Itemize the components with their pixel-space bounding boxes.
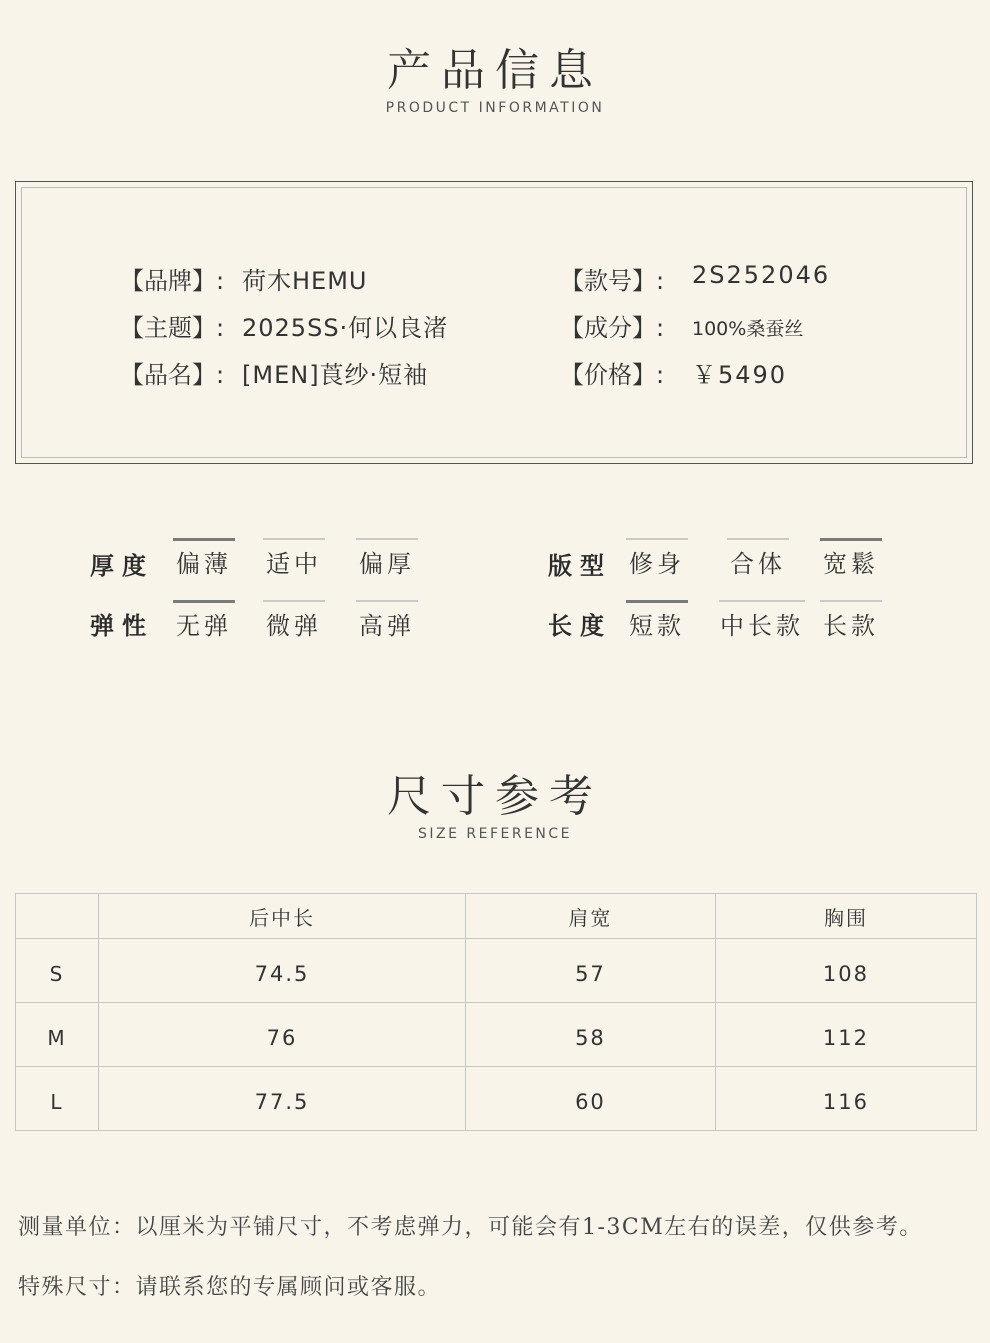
size-table: [15, 893, 977, 1131]
size-table-header-corner: [16, 894, 99, 939]
fit-option-loose: 宽鬆: [820, 538, 882, 579]
special-size-note: 特殊尺寸：请联系您的专属顾问或客服。: [18, 1275, 442, 1300]
elasticity-option-high: 高弹: [356, 600, 418, 641]
size-table-size-cell: L: [16, 1067, 99, 1131]
product-name-value: [MEN]莨纱·短袖: [242, 361, 429, 389]
material-label: 【成分】:: [560, 314, 665, 342]
theme-value: 2025SS·何以良渚: [242, 314, 449, 342]
size-table-shoulder-cell: 57: [465, 939, 715, 1003]
size-table-size-cell: S: [16, 939, 99, 1003]
size-table-header-shoulder: 肩宽: [465, 894, 715, 939]
size-table-length-cell: 76: [99, 1003, 466, 1067]
product-info-subtitle: PRODUCT INFORMATION: [385, 100, 605, 116]
size-table-row: [16, 1003, 977, 1067]
price-value: ￥5490: [692, 361, 788, 389]
size-reference-title: 尺寸参考: [387, 771, 603, 822]
size-table-shoulder-cell: 58: [465, 1003, 715, 1067]
length-label: 长度: [548, 612, 612, 640]
fit-label: 版型: [548, 552, 612, 580]
thickness-option-medium: 适中: [263, 538, 325, 579]
product-name-label: 【品名】:: [120, 361, 225, 389]
theme-label: 【主题】:: [120, 314, 225, 342]
product-info-box: [15, 181, 973, 464]
elasticity-option-none: 无弹: [173, 600, 235, 641]
size-table-chest-cell: 116: [715, 1067, 976, 1131]
fit-option-slim: 修身: [626, 538, 688, 579]
size-table-length-cell: 77.5: [99, 1067, 466, 1131]
style-number-label: 【款号】:: [560, 267, 665, 295]
thickness-label: 厚度: [90, 552, 154, 580]
material-value: 100%桑蚕丝: [692, 318, 804, 340]
size-table-chest-cell: 108: [715, 939, 976, 1003]
measurement-note: 测量单位：以厘米为平铺尺寸，不考虑弹力，可能会有1-3CM左右的误差，仅供参考。: [18, 1215, 923, 1240]
fit-option-regular: 合体: [727, 538, 789, 579]
size-table-shoulder-cell: 60: [465, 1067, 715, 1131]
size-table-header-length: 后中长: [99, 894, 466, 939]
thickness-option-thick: 偏厚: [356, 538, 418, 579]
size-table-size-cell: M: [16, 1003, 99, 1067]
size-table-chest-cell: 112: [715, 1003, 976, 1067]
elasticity-option-slight: 微弹: [263, 600, 325, 641]
product-info-title: 产品信息: [387, 45, 603, 96]
size-table-row: [16, 939, 977, 1003]
size-table-length-cell: 74.5: [99, 939, 466, 1003]
price-label: 【价格】:: [560, 361, 665, 389]
size-reference-heading: [0, 760, 990, 842]
brand-label: 【品牌】:: [120, 267, 225, 295]
length-option-short: 短款: [626, 600, 688, 641]
elasticity-label: 弹性: [90, 612, 154, 640]
size-reference-subtitle: SIZE REFERENCE: [417, 826, 573, 842]
product-info-heading: [0, 34, 990, 116]
length-option-long: 长款: [820, 600, 882, 641]
brand-value: 荷木HEMU: [242, 267, 368, 295]
style-number-value: 2S252046: [692, 261, 831, 289]
size-table-header-row: [16, 894, 977, 939]
size-table-header-chest: 胸围: [715, 894, 976, 939]
size-table-row: [16, 1067, 977, 1131]
thickness-option-thin: 偏薄: [173, 538, 235, 579]
length-option-mid: 中长款: [719, 600, 805, 641]
